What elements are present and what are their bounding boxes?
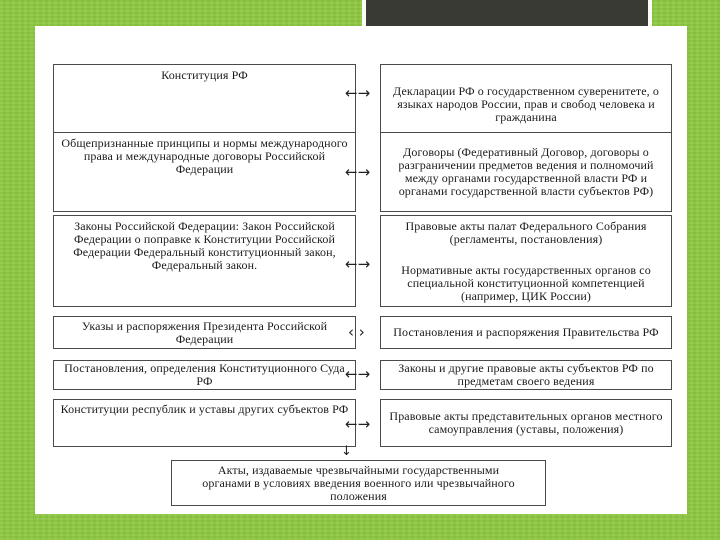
arrow-row-1: ←→ xyxy=(345,84,371,102)
box-federal-laws xyxy=(53,215,356,307)
box-president-decrees-text: Указы и распоряжения Президента Российской Федерации xyxy=(81,318,328,346)
box-emergency-acts-text: Акты, издаваемые чрезвычайными государственными органами в условиях введения военного или чрезвычайного положения xyxy=(202,462,515,503)
box-treaties xyxy=(380,132,672,212)
box-local-government-acts-text: Правовые акты представительных органов местного самоуправления (уставы, положения) xyxy=(389,409,663,436)
box-declarations-text: Декларации РФ о государственном суверенитете, о языках народов России, прав и свобод человека и гражданина xyxy=(393,83,659,124)
box-constitutional-court-text: Постановления, определения Конституционного Суда РФ xyxy=(64,361,345,388)
box-federal-laws-text: Законы Российской Федерации: Закон Российской Федерации о поправке к Конституции Российской Федерации Федеральный конституционный закон, Федеральный закон. xyxy=(73,219,336,272)
box-subject-laws xyxy=(380,360,672,390)
box-chamber-acts-text: Правовые акты палат Федерального Собрания (регламенты, постановления) xyxy=(405,219,647,246)
box-constitution-text: Конституция РФ xyxy=(161,68,248,82)
box-international-law-text: Общепризнанные принципы и нормы международного права и международные договоры Российской Федерации xyxy=(61,136,348,176)
arrow-row-4: ‹ › xyxy=(348,323,365,341)
box-treaties-text: Договоры (Федеративный Договор, договоры о разграничении предметов ведения и полномочий между органами государственной власти РФ и органами государственной власти субъектов РФ) xyxy=(398,145,654,198)
box-subject-laws-text: Законы и другие правовые акты субъектов РФ по предметам своего ведения xyxy=(398,361,654,388)
box-constitutional-court xyxy=(53,360,356,390)
box-chamber-acts xyxy=(380,215,672,307)
box-local-government-acts xyxy=(380,399,672,447)
box-international-law xyxy=(53,132,356,212)
arrow-row-6: ←→ xyxy=(345,415,371,433)
box-special-organs-text: Нормативные акты государственных органов со специальной конституционной компетенцией (например, ЦИК России) xyxy=(401,263,651,303)
slide-canvas xyxy=(35,26,687,514)
box-emergency-acts xyxy=(171,460,546,506)
down-arrow: ↓ xyxy=(341,444,352,459)
box-president-decrees xyxy=(53,316,356,349)
arrow-row-5: ←→ xyxy=(345,365,371,383)
arrow-row-2: ←→ xyxy=(345,163,371,181)
box-republic-constitutions-text: Конституции республик и уставы других субъектов РФ xyxy=(60,402,349,416)
box-government-resolutions-text: Постановления и распоряжения Правительства РФ xyxy=(393,325,659,339)
box-government-resolutions xyxy=(380,316,672,349)
box-republic-constitutions xyxy=(53,399,356,447)
arrow-row-3: ←→ xyxy=(345,255,371,273)
